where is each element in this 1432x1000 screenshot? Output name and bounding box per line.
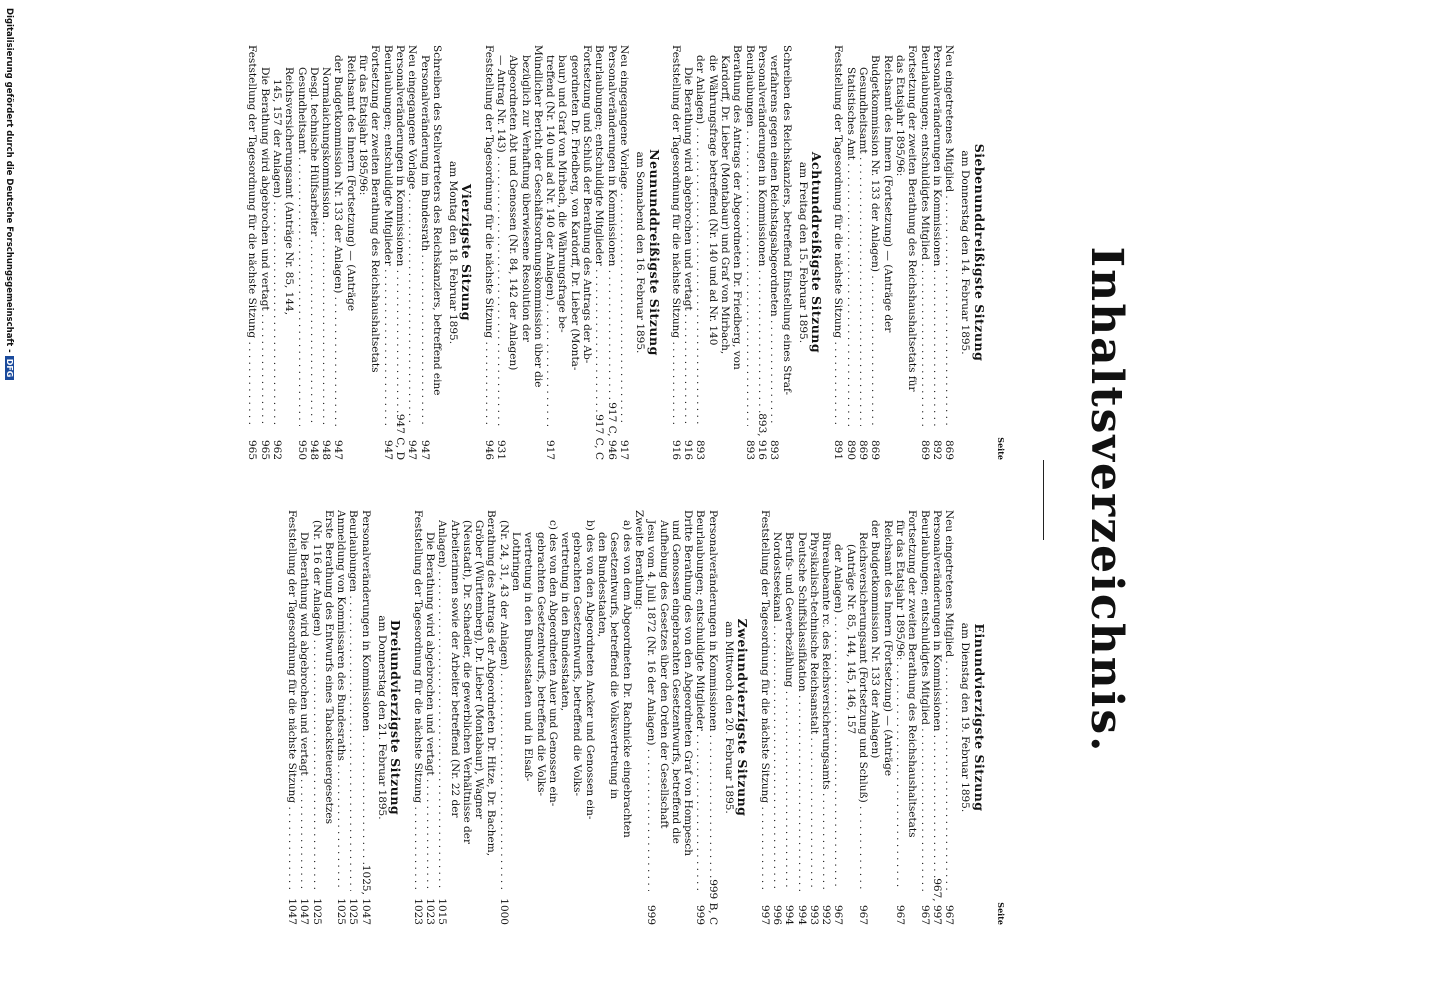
toc-entry bbox=[347, 510, 359, 925]
entry-text: Arbeiterinnen sowie der Arbeiter betreffend (Nr. 22 der bbox=[448, 520, 461, 818]
toc-entry bbox=[706, 510, 718, 925]
entry-page-number: 917 C, C bbox=[593, 414, 606, 460]
toc-entry bbox=[657, 510, 669, 925]
entry-text: Kardorff, Dr. Lieber (Montabaur) und Graf von Mirbach, bbox=[719, 55, 732, 355]
entry-page-number: 917 bbox=[544, 439, 557, 460]
entry-text: Die Berathung wird abgebrochen und vertagt . . . bbox=[298, 510, 310, 891]
entry-text: Fortsetzung und Schluß der Berathung des Antrags der Ab- bbox=[581, 45, 594, 364]
entry-text: Die Berathung wird abgebrochen und vertagt . . . bbox=[424, 510, 436, 891]
entry-page-number: 891 bbox=[832, 439, 845, 460]
toc-entry bbox=[593, 45, 605, 460]
entry-text: Berathung des Antrags der Abgeordneten Dr. Friedberg, von bbox=[731, 45, 744, 370]
entry-page-number: 947 bbox=[418, 439, 431, 460]
toc-entry bbox=[869, 510, 881, 925]
entry-text: Feststellung der Tagesordnung für die nächste Sitzung . . . bbox=[758, 510, 770, 891]
toc-entry bbox=[359, 510, 371, 925]
toc-entry bbox=[320, 45, 332, 460]
toc-entry bbox=[894, 510, 906, 925]
toc-entry bbox=[507, 45, 519, 460]
entry-page-number: 947 bbox=[332, 439, 345, 460]
sitting-date: am Dienstag den 19. Februar 1895. bbox=[959, 622, 972, 813]
toc-entry bbox=[881, 45, 893, 460]
entry-page-number: 890 bbox=[844, 439, 857, 460]
toc-entry bbox=[424, 510, 436, 925]
entry-text: Feststellung der Tagesordnung für die nächste Sitzung . . . bbox=[286, 510, 298, 891]
entry-text: Gesetzentwurfs, betreffend die Volksvertretung in bbox=[608, 532, 621, 799]
toc-entry bbox=[485, 510, 497, 925]
toc-entry bbox=[369, 45, 381, 460]
entry-page-number: 999 B, C bbox=[706, 879, 719, 925]
entry-text: Lothringen bbox=[510, 532, 523, 592]
entry-text: 145, 157 der Anlagen) . . . bbox=[271, 45, 283, 426]
toc-entry bbox=[547, 510, 559, 925]
toc-entry bbox=[756, 45, 768, 460]
entry-text: das Etatsjahr 1895/96: bbox=[893, 55, 906, 177]
entry-text: Anmeldung von Kommissaren des Bundesraths . . . bbox=[335, 510, 347, 891]
toc-entry bbox=[694, 510, 706, 925]
entry-page-number: 948 bbox=[320, 439, 333, 460]
entry-page-number: 869 bbox=[943, 439, 956, 460]
toc-entry bbox=[795, 510, 807, 925]
toc-entry bbox=[608, 510, 620, 925]
credit-text: Digitalisierung gefördert durch die Deutsche Forschungsgemeinschaft - bbox=[4, 8, 14, 353]
toc-entry bbox=[482, 45, 494, 460]
entry-text: Personalveränderungen in Kommissionen . . . bbox=[706, 510, 718, 879]
entry-text: Personalveränderungen in Kommissionen . . . bbox=[756, 45, 768, 413]
entry-text: der Anlagen) . . . bbox=[832, 510, 844, 891]
entry-text: Feststellung der Tagesordnung für die nächste Sitzung . . . bbox=[482, 45, 494, 426]
entry-page-number: 947 bbox=[381, 439, 394, 460]
entry-page-number: 1025 bbox=[335, 898, 348, 925]
entry-text: Aufhebung des Gesetzes über den Orden der Gesellschaft bbox=[657, 520, 670, 829]
toc-entry bbox=[894, 45, 906, 460]
toc-entry bbox=[473, 510, 485, 925]
toc-entry bbox=[344, 45, 356, 460]
entry-page-number: 869 bbox=[857, 439, 870, 460]
entry-text: Reichsamt des Innern (Fortsetzung) — (Anträge bbox=[881, 520, 894, 777]
toc-entry bbox=[943, 510, 955, 925]
entry-text: gebrachten Gesetzentwurfs, betreffend die Volks- bbox=[534, 532, 547, 797]
sitting-title: Vierzigste Sitzung bbox=[459, 183, 475, 322]
entry-page-number: 1025 bbox=[347, 898, 360, 925]
digitization-credit bbox=[4, 8, 14, 380]
entry-text: Beurlaubungen; entschuldigtes Mitglied . . . bbox=[918, 45, 930, 426]
toc-entry bbox=[857, 45, 869, 460]
entry-page-number: 994 bbox=[783, 904, 796, 925]
entry-text: Schreiben des Stellvertreters des Reichskanzlers, betreffend eine bbox=[430, 45, 443, 396]
sitting-section bbox=[246, 45, 475, 460]
toc-entry bbox=[857, 510, 869, 925]
toc-entry bbox=[670, 510, 682, 925]
toc-entry bbox=[758, 510, 770, 925]
entry-text: Beurlaubungen; entschuldigtes Mitglied . . . bbox=[918, 510, 930, 891]
toc-entry bbox=[308, 45, 320, 460]
toc-entry bbox=[618, 45, 630, 460]
toc-entry bbox=[448, 510, 460, 925]
entry-text: Feststellung der Tagesordnung für die nächste Sitzung . . . bbox=[246, 45, 258, 426]
entry-text: Reichsamt des Innern (Fortsetzung) — (Anträge bbox=[344, 55, 357, 312]
entry-page-number: 892 bbox=[930, 439, 943, 460]
toc-entry bbox=[808, 510, 820, 925]
toc-entry bbox=[584, 510, 596, 925]
entry-text: der Budgetkommission Nr. 133 der Anlagen) . . . bbox=[332, 45, 344, 426]
entry-text: der Budgetkommission Nr. 133 der Anlagen) bbox=[869, 520, 882, 759]
entry-text: Gröber (Württemberg), Dr. Lieber (Montabaur), Wagner bbox=[473, 520, 486, 819]
entry-text: Nordostseekanal . . . bbox=[771, 510, 783, 891]
entry-page-number: 893, 916 bbox=[755, 413, 768, 460]
entry-text: Reichsversicherungsamt (Anträge Nr. 85, 144, bbox=[283, 67, 296, 316]
toc-entry bbox=[335, 510, 347, 925]
entry-page-number: 965 bbox=[258, 439, 271, 460]
entry-text: vertretung in den Bundesstaaten, bbox=[559, 532, 572, 712]
toc-entry bbox=[931, 45, 943, 460]
entry-text: Abgeordneten Abt und Genossen (Nr. 84, 142 der Anlagen) bbox=[507, 55, 520, 371]
toc-entry bbox=[271, 45, 283, 460]
toc-entry bbox=[283, 45, 295, 460]
toc-entry bbox=[682, 45, 694, 460]
entry-text: für das Etatsjahr 1895/96: bbox=[357, 55, 370, 196]
sitting-section bbox=[411, 510, 751, 925]
toc-entry bbox=[943, 45, 955, 460]
toc-entry bbox=[357, 45, 369, 460]
entry-page-number: 967 bbox=[857, 904, 870, 925]
entry-text: Fortsetzung der zweiten Berathung des Reichshaushaltsetats bbox=[369, 45, 382, 373]
entry-text: Reichsamt des Innern (Fortsetzung) — (Anträge der bbox=[881, 55, 894, 333]
entry-text: Fortsetzung der zweiten Berathung des Reichshaushaltsetats bbox=[906, 510, 919, 838]
entry-text: den Bundesstaaten, bbox=[596, 532, 609, 638]
entry-page-number: 893 bbox=[743, 439, 756, 460]
toc-entry bbox=[881, 510, 893, 925]
entry-page-number: 948 bbox=[307, 439, 320, 460]
toc-entry bbox=[771, 510, 783, 925]
seite-label: Seite bbox=[996, 902, 1006, 925]
seite-label: Seite bbox=[996, 437, 1006, 460]
entry-text: Physikalisch-technische Reichsanstalt . . . bbox=[808, 510, 820, 891]
entry-text: Personalveränderungen in Kommissionen . . . bbox=[605, 45, 617, 402]
entry-text: b) des von den Abgeordneten Ancker und Genossen ein- bbox=[583, 520, 596, 820]
toc-entry bbox=[532, 45, 544, 460]
entry-page-number: 869 bbox=[918, 439, 931, 460]
entry-text: geordneten Dr. Friedberg, von Kardorff, Dr. Lieber (Monta- bbox=[568, 55, 581, 371]
entry-page-number: 967, 997 bbox=[930, 878, 943, 925]
entry-page-number: 1023 bbox=[423, 898, 436, 925]
entry-page-number: 1025 bbox=[310, 898, 323, 925]
entry-text: Mündlicher Bericht der Geschäftsordnungskommission über die bbox=[531, 45, 544, 388]
entry-page-number: 869 bbox=[869, 439, 882, 460]
entry-text: bezüglich zur Verhaftung überwiesene Resolution der bbox=[519, 55, 532, 342]
entry-page-number: 996 bbox=[770, 904, 783, 925]
entry-page-number: 994 bbox=[795, 904, 808, 925]
sitting-date: am Donnerstag den 14. Februar 1895. bbox=[959, 150, 972, 355]
entry-text: und Genossen eingebrachten Gesetzentwurfs, betreffend die bbox=[669, 520, 682, 844]
entry-text: Desgl. technische Hülfsarbeiter . . . bbox=[308, 45, 320, 426]
entry-text: Zweite Berathung: bbox=[632, 510, 645, 610]
sitting-title: Einundvierzigste Sitzung bbox=[971, 623, 987, 812]
toc-entry bbox=[544, 45, 556, 460]
toc-entry bbox=[633, 510, 645, 925]
entry-page-number: 946 bbox=[482, 439, 495, 460]
entry-text: Jesu vom 4. Juli 1872 (Nr. 16 der Anlagen) . . . bbox=[645, 510, 657, 891]
toc-entry bbox=[411, 510, 423, 925]
toc-entry bbox=[436, 510, 448, 925]
toc-entry bbox=[510, 510, 522, 925]
toc-entry bbox=[783, 510, 795, 925]
toc-entry bbox=[869, 45, 881, 460]
sitting-title: Siebenunddreißigste Sitzung bbox=[971, 143, 987, 362]
toc-entry bbox=[323, 510, 335, 925]
page-title: Inhaltsverzeichnis. bbox=[1081, 246, 1132, 754]
entry-text: Berathung des Antrags der Abgeordneten Dr. Hitze, Dr. Bachem, bbox=[485, 510, 498, 857]
toc-entry bbox=[906, 45, 918, 460]
toc-entry bbox=[310, 510, 322, 925]
sitting-title: Achtunddreißigste Sitzung bbox=[809, 151, 825, 354]
entry-text: Reichsversicherungsamt (Fortsetzung und Schluß) . . . bbox=[857, 510, 869, 891]
toc-entry bbox=[497, 510, 509, 925]
entry-text: (Anträge Nr. 85, 144, 145, 146, 157 bbox=[844, 544, 857, 735]
entry-text: Personalveränderungen in Kommissionen . . . bbox=[931, 45, 943, 426]
toc-entry bbox=[418, 45, 430, 460]
sitting-section bbox=[286, 510, 402, 925]
entry-page-number: 967 bbox=[832, 904, 845, 925]
toc-entry bbox=[571, 510, 583, 925]
toc-column-left bbox=[246, 45, 1007, 460]
toc-entry bbox=[706, 45, 718, 460]
toc-entry bbox=[918, 510, 930, 925]
toc-entry bbox=[581, 45, 593, 460]
entry-text: — Antrag Nr. 143) . . . bbox=[495, 45, 507, 426]
entry-page-number: 947 C, D bbox=[393, 413, 406, 460]
toc-entry bbox=[495, 45, 507, 460]
entry-text: Personalveränderung im Bundesrath . . . bbox=[418, 45, 430, 426]
sitting-date: am Donnerstag den 21. Februar 1895. bbox=[376, 615, 389, 820]
sitting-section bbox=[758, 510, 987, 925]
entry-page-number: 1047 bbox=[285, 898, 298, 925]
toc-entry bbox=[381, 45, 393, 460]
entry-page-number: 893 bbox=[768, 439, 781, 460]
toc-entry bbox=[768, 45, 780, 460]
entry-text: (Nr. 24, 31, 43 der Anlagen) . . . bbox=[497, 510, 509, 891]
toc-entry bbox=[731, 45, 743, 460]
entry-text: a) des von dem Abgeordneten Dr. Rachnicke eingebrachten bbox=[620, 520, 633, 838]
toc-entry bbox=[832, 510, 844, 925]
entry-text: Neu eingegangene Vorlage . . . bbox=[618, 45, 630, 426]
toc-entry bbox=[406, 45, 418, 460]
toc-entry bbox=[820, 510, 832, 925]
toc-entry bbox=[295, 45, 307, 460]
entry-page-number: 1000 bbox=[497, 898, 510, 925]
toc-entry bbox=[645, 510, 657, 925]
toc-entry bbox=[258, 45, 270, 460]
entry-page-number: 1015 bbox=[436, 898, 449, 925]
entry-page-number: 1025, 1047 bbox=[359, 864, 372, 925]
entry-text: Feststellung der Tagesordnung für die nächste Sitzung . . . bbox=[411, 510, 423, 891]
entry-page-number: 999 bbox=[645, 904, 658, 925]
sitting-date: am Mittwoch den 20. Februar 1895. bbox=[723, 621, 736, 814]
entry-page-number: 917 bbox=[617, 439, 630, 460]
entry-text: treffend (Nr. 140 und ad Nr. 140 der Anlagen) . . . bbox=[544, 45, 556, 426]
toc-entry bbox=[569, 45, 581, 460]
title-divider bbox=[1043, 460, 1044, 540]
entry-page-number: 893 bbox=[694, 439, 707, 460]
entry-text: Personalveränderungen in Kommissionen . . . bbox=[359, 510, 371, 865]
entry-text: Dritte Berathung des von den Abgeordneten Graf von Hompesch bbox=[682, 510, 695, 857]
entry-text: Gesundheitsamt . . . bbox=[295, 45, 307, 426]
toc-entry bbox=[743, 45, 755, 460]
entry-text: Feststellung der Tagesordnung für die nächste Sitzung . . . bbox=[670, 45, 682, 426]
toc-entry bbox=[431, 45, 443, 460]
entry-text: Anlagen) . . . bbox=[436, 510, 448, 891]
toc-entry bbox=[298, 510, 310, 925]
toc-entry bbox=[719, 45, 731, 460]
entry-text: c) des von den Abgeordneten Auer und Genossen ein- bbox=[546, 520, 559, 807]
entry-text: Personalveränderungen in Kommissionen . . . bbox=[394, 45, 406, 414]
toc-entry bbox=[556, 45, 568, 460]
toc-entry bbox=[246, 45, 258, 460]
entry-text: Beurlaubungen . . . bbox=[347, 510, 359, 891]
entry-text: gebrachten Gesetzentwurfs, betreffend die Volks- bbox=[571, 532, 584, 797]
toc-entry bbox=[605, 45, 617, 460]
entry-text: die Währungsfrage betreffend (Nr. 140 und ad Nr. 140 bbox=[706, 55, 719, 346]
sitting-title: Zweiundvierzigste Sitzung bbox=[735, 618, 751, 817]
entry-text: Erste Berathung des Entwurfs eines Tabacksteuergesetzes bbox=[322, 510, 335, 824]
entry-page-number: 967 bbox=[943, 904, 956, 925]
toc-entry bbox=[931, 510, 943, 925]
entry-page-number: 967 bbox=[918, 904, 931, 925]
entry-page-number: 950 bbox=[295, 439, 308, 460]
entry-text: Büreaubeamte rc. des Reichsversicherungsamts . . . bbox=[820, 510, 832, 891]
toc-entry bbox=[522, 510, 534, 925]
toc-entry bbox=[918, 45, 930, 460]
entry-page-number: 1047 bbox=[298, 898, 311, 925]
toc-column-right bbox=[286, 510, 1007, 925]
toc-entry bbox=[620, 510, 632, 925]
entry-text: vertretung in den Bundesstaaten und in Elsaß- bbox=[522, 532, 535, 782]
toc-entry bbox=[694, 45, 706, 460]
toc-entry bbox=[682, 510, 694, 925]
toc-entry bbox=[832, 45, 844, 460]
entry-text: Normalaichungskommission . . . bbox=[320, 45, 332, 426]
entry-text: Neu eingetretenes Mitglied . . . bbox=[943, 510, 955, 891]
entry-text: Neu eingetretenes Mitglied . . . bbox=[943, 45, 955, 426]
toc-entry bbox=[780, 45, 792, 460]
entry-text: baur) und Graf von Mirbach, die Währungsfrage be- bbox=[556, 55, 569, 333]
sitting-section bbox=[482, 45, 662, 460]
entry-text: Beurlaubungen; entschuldigte Mitglieder . . . bbox=[381, 45, 393, 426]
sitting-date: am Freitag den 15. Februar 1895. bbox=[796, 161, 809, 344]
entry-text: für das Etatsjahr 1895/96: . . . bbox=[894, 510, 906, 891]
entry-text: (Neustadt), Dr. Schaedler, die gewerblichen Verhältnisse der bbox=[460, 520, 473, 844]
toc-entry bbox=[534, 510, 546, 925]
entry-text: Neu eingegangene Vorlage . . . bbox=[406, 45, 418, 426]
entry-text: Budgetkommission Nr. 133 der Anlagen) . . . bbox=[869, 45, 881, 426]
entry-text: verfahrens gegen einen Reichstagsabgeordneten . . . bbox=[768, 45, 780, 426]
entry-page-number: 931 bbox=[495, 439, 508, 460]
entry-page-number: 967 bbox=[893, 904, 906, 925]
entry-page-number: 947 bbox=[406, 439, 419, 460]
entry-text: der Anlagen) . . . bbox=[694, 45, 706, 426]
entry-text: Feststellung der Tagesordnung für die nächste Sitzung . . . bbox=[832, 45, 844, 426]
entry-page-number: 1023 bbox=[411, 898, 424, 925]
entry-text: Gesundheitsamt . . . bbox=[857, 45, 869, 426]
sitting-title: Neununddreißigste Sitzung bbox=[646, 149, 662, 356]
entry-page-number: 916 bbox=[682, 439, 695, 460]
sitting-date: am Sonnabend den 16. Februar 1895. bbox=[634, 151, 647, 354]
sitting-section bbox=[832, 45, 985, 460]
entry-text: Die Berathung wird abgebrochen und vertagt . . . bbox=[682, 45, 694, 426]
entry-page-number: 965 bbox=[246, 439, 259, 460]
entry-text: Beurlaubungen; entschuldigte Mitglieder . . . bbox=[593, 45, 605, 414]
entry-text: Deutsche Schiffsklassifikation . . . bbox=[795, 510, 807, 891]
sitting-section bbox=[670, 45, 823, 460]
entry-text: (Nr. 116 der Anlagen) . . . bbox=[310, 510, 322, 891]
entry-page-number: 999 bbox=[694, 904, 707, 925]
toc-entry bbox=[519, 45, 531, 460]
toc-entry bbox=[844, 510, 856, 925]
toc-entry bbox=[670, 45, 682, 460]
entry-page-number: 917 C, 946 bbox=[605, 402, 618, 460]
entry-text: Statistisches Amt . . . bbox=[844, 45, 856, 426]
entry-page-number: 992 bbox=[820, 904, 833, 925]
entry-page-number: 993 bbox=[807, 904, 820, 925]
toc-entry bbox=[559, 510, 571, 925]
dfg-logo: DFG bbox=[5, 356, 14, 381]
entry-text: Beurlaubungen . . . bbox=[743, 45, 755, 426]
entry-text: Schreiben des Reichskanzlers, betreffend Einstellung eines Straf- bbox=[780, 45, 793, 396]
toc-entry bbox=[844, 45, 856, 460]
entry-page-number: 997 bbox=[758, 904, 771, 925]
toc-entry bbox=[906, 510, 918, 925]
toc-entry bbox=[286, 510, 298, 925]
toc-entry bbox=[596, 510, 608, 925]
entry-text: Beurlaubungen; entschuldigte Mitglieder . . . bbox=[694, 510, 706, 891]
entry-text: Die Berathung wird abgebrochen und vertagt . . . bbox=[258, 45, 270, 426]
toc-entry bbox=[332, 45, 344, 460]
toc-entry bbox=[394, 45, 406, 460]
toc-entry bbox=[461, 510, 473, 925]
entry-page-number: 916 bbox=[669, 439, 682, 460]
sitting-title: Dreiundvierzigste Sitzung bbox=[388, 619, 404, 816]
entry-page-number: 962 bbox=[270, 439, 283, 460]
entry-text: Personalveränderungen in Kommissionen . . . bbox=[931, 510, 943, 878]
entry-text: Fortsetzung der zweiten Berathung des Reichshaushaltsetats für bbox=[906, 45, 919, 392]
sitting-date: am Montag den 18. Februar 1895. bbox=[447, 160, 460, 345]
entry-text: Berufs- und Gewerbezählung . . . bbox=[783, 510, 795, 891]
